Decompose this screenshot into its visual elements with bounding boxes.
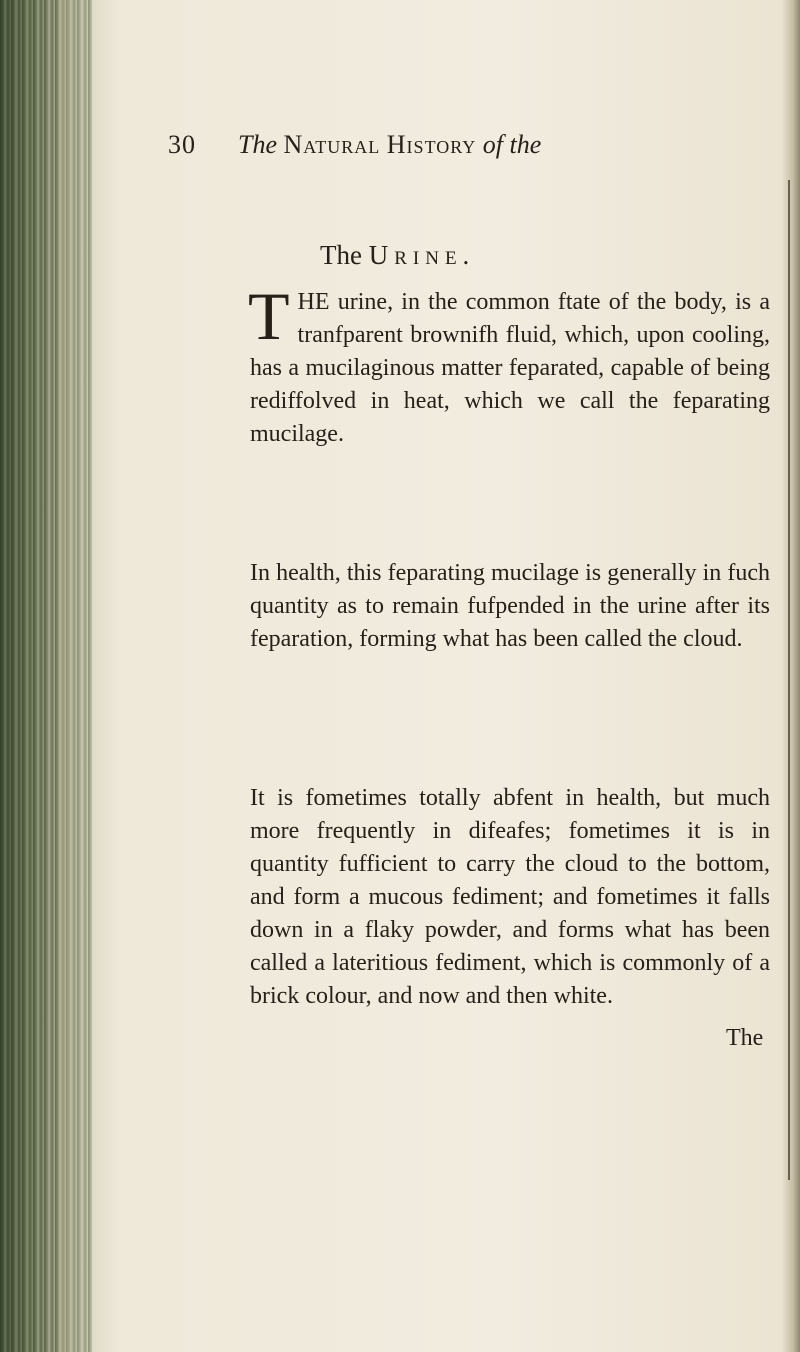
paragraph-1 bbox=[248, 278, 770, 451]
page-header bbox=[0, 130, 800, 170]
running-title-history: History bbox=[386, 130, 477, 159]
running-title-natural: Natural bbox=[283, 130, 381, 159]
section-heading-prefix: The bbox=[320, 240, 362, 270]
paragraph-1-text: urine, in the common ftate of the body, is a tranfparent brownifh fluid, which, upon cooling, has a mucilaginous matter feparated, capable of being rediffolved in heat, which we call the feparating mucilage. bbox=[250, 289, 770, 447]
running-title-of-the: of the bbox=[482, 130, 542, 159]
catchword: The bbox=[726, 1025, 764, 1051]
page-edge-line bbox=[788, 180, 790, 1180]
running-title-the: The bbox=[238, 130, 277, 159]
running-title bbox=[238, 130, 541, 160]
page-edge-shadow bbox=[782, 0, 800, 1352]
paragraph-3: It is fometimes totally abfent in health, but much more frequently in difeafes; fometimes it is in quantity fufficient to carry the cloud to the bottom, and form a mucous fediment; and fometimes it falls down in a flaky powder, and forms what has been called a lateritious fediment, which is commonly of a brick colour, and now and then white. bbox=[250, 785, 770, 1009]
paragraph-2: In health, this feparating mucilage is generally in fuch quantity as to remain fufpended in the urine after its feparation, forming what has been called the cloud. bbox=[250, 560, 770, 652]
gutter-shadow bbox=[60, 0, 120, 1352]
drop-cap: T bbox=[248, 278, 290, 354]
section-heading bbox=[320, 240, 475, 271]
page-number: 30 bbox=[168, 130, 196, 159]
section-heading-word: Urine. bbox=[368, 240, 476, 270]
paragraph-1-first-word: HE bbox=[297, 289, 330, 315]
